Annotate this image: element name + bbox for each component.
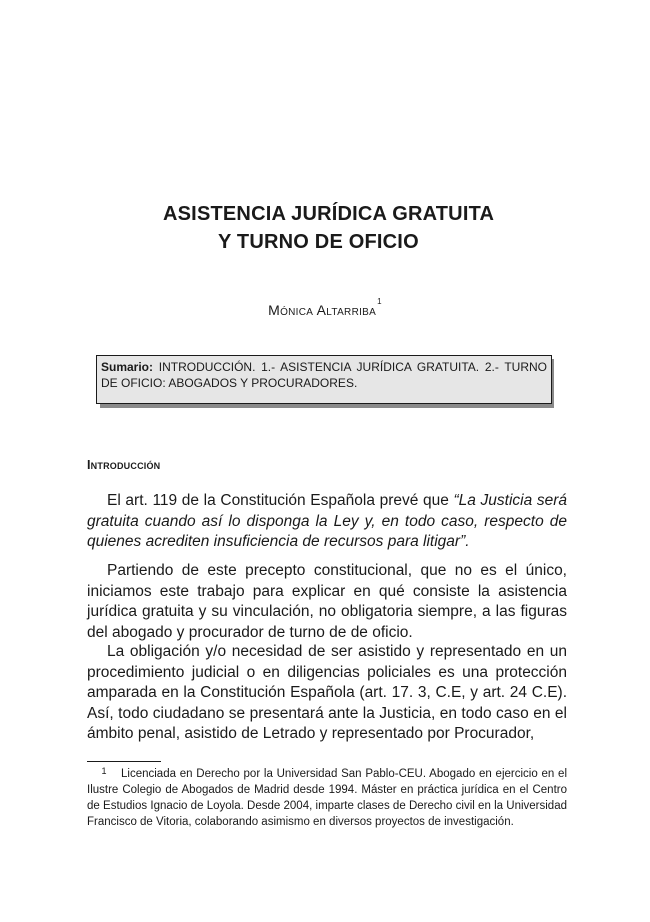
paragraph-1 [87,491,567,553]
paragraph-1-text: El art. 119 de la Constitución Española prevé que [107,492,454,509]
title-line-1: ASISTENCIA JURÍDICA GRATUITA [163,203,495,225]
footnote [87,766,567,830]
paragraph-3: La obligación y/o necesidad de ser asistido y representado en un procedimiento judicial o en diligencias policiales es una protección amparada en la Constitución Española (art. 17. 3, C.E, y art. 24 C.E). Así, todo ciudadano se presentará ante la Justicia, en todo caso en el ámbito penal, asistido de Letrado y representado por Procurador, [87,643,567,742]
footnote-number: 1 [101,766,107,776]
section-heading: Introducción [87,458,161,472]
author-name: Mónica Altarriba [268,302,377,318]
paragraph-2: Partiendo de este precepto constitucional, que no es el único, iniciamos este trabajo para explicar en qué consiste la asistencia jurídica gratuita y su vinculación, no obligatoria siempre, a las figuras del abogado y procurador de turno de de oficio. [87,562,567,641]
summary-box [96,355,550,404]
paragraph-1-quote: “La Justicia será gratuita cuando así lo disponga la Ley y, en todo caso, respecto de quienes acrediten insuficiencia de recursos para litigar”. [87,492,567,550]
title-line-2: Y TURNO DE OFICIO [218,231,419,253]
footnote-separator [87,761,161,762]
footnote-text: Licenciada en Derecho por la Universidad San Pablo-CEU. Abogado en ejercicio en el Ilustre Colegio de Abogados de Madrid desde 1994. Máster en práctica jurídica en el Centro de Estudios Ignacio de Loyola. Desde 2004, imparte clases de Derecho civil en la Universidad Francisco de Vitoria, colaborando asimismo en diversos proyectos de investigación. [87,768,567,828]
summary-content [96,355,552,404]
author-line [0,297,650,318]
footnote-marker: 1 [377,297,382,307]
summary-label: Sumario: [101,360,154,374]
summary-text: INTRODUCCIÓN. 1.- ASISTENCIA JURÍDICA GRATUITA. 2.- TURNO DE OFICIO: ABOGADOS Y PROCURADORES. [101,360,547,390]
